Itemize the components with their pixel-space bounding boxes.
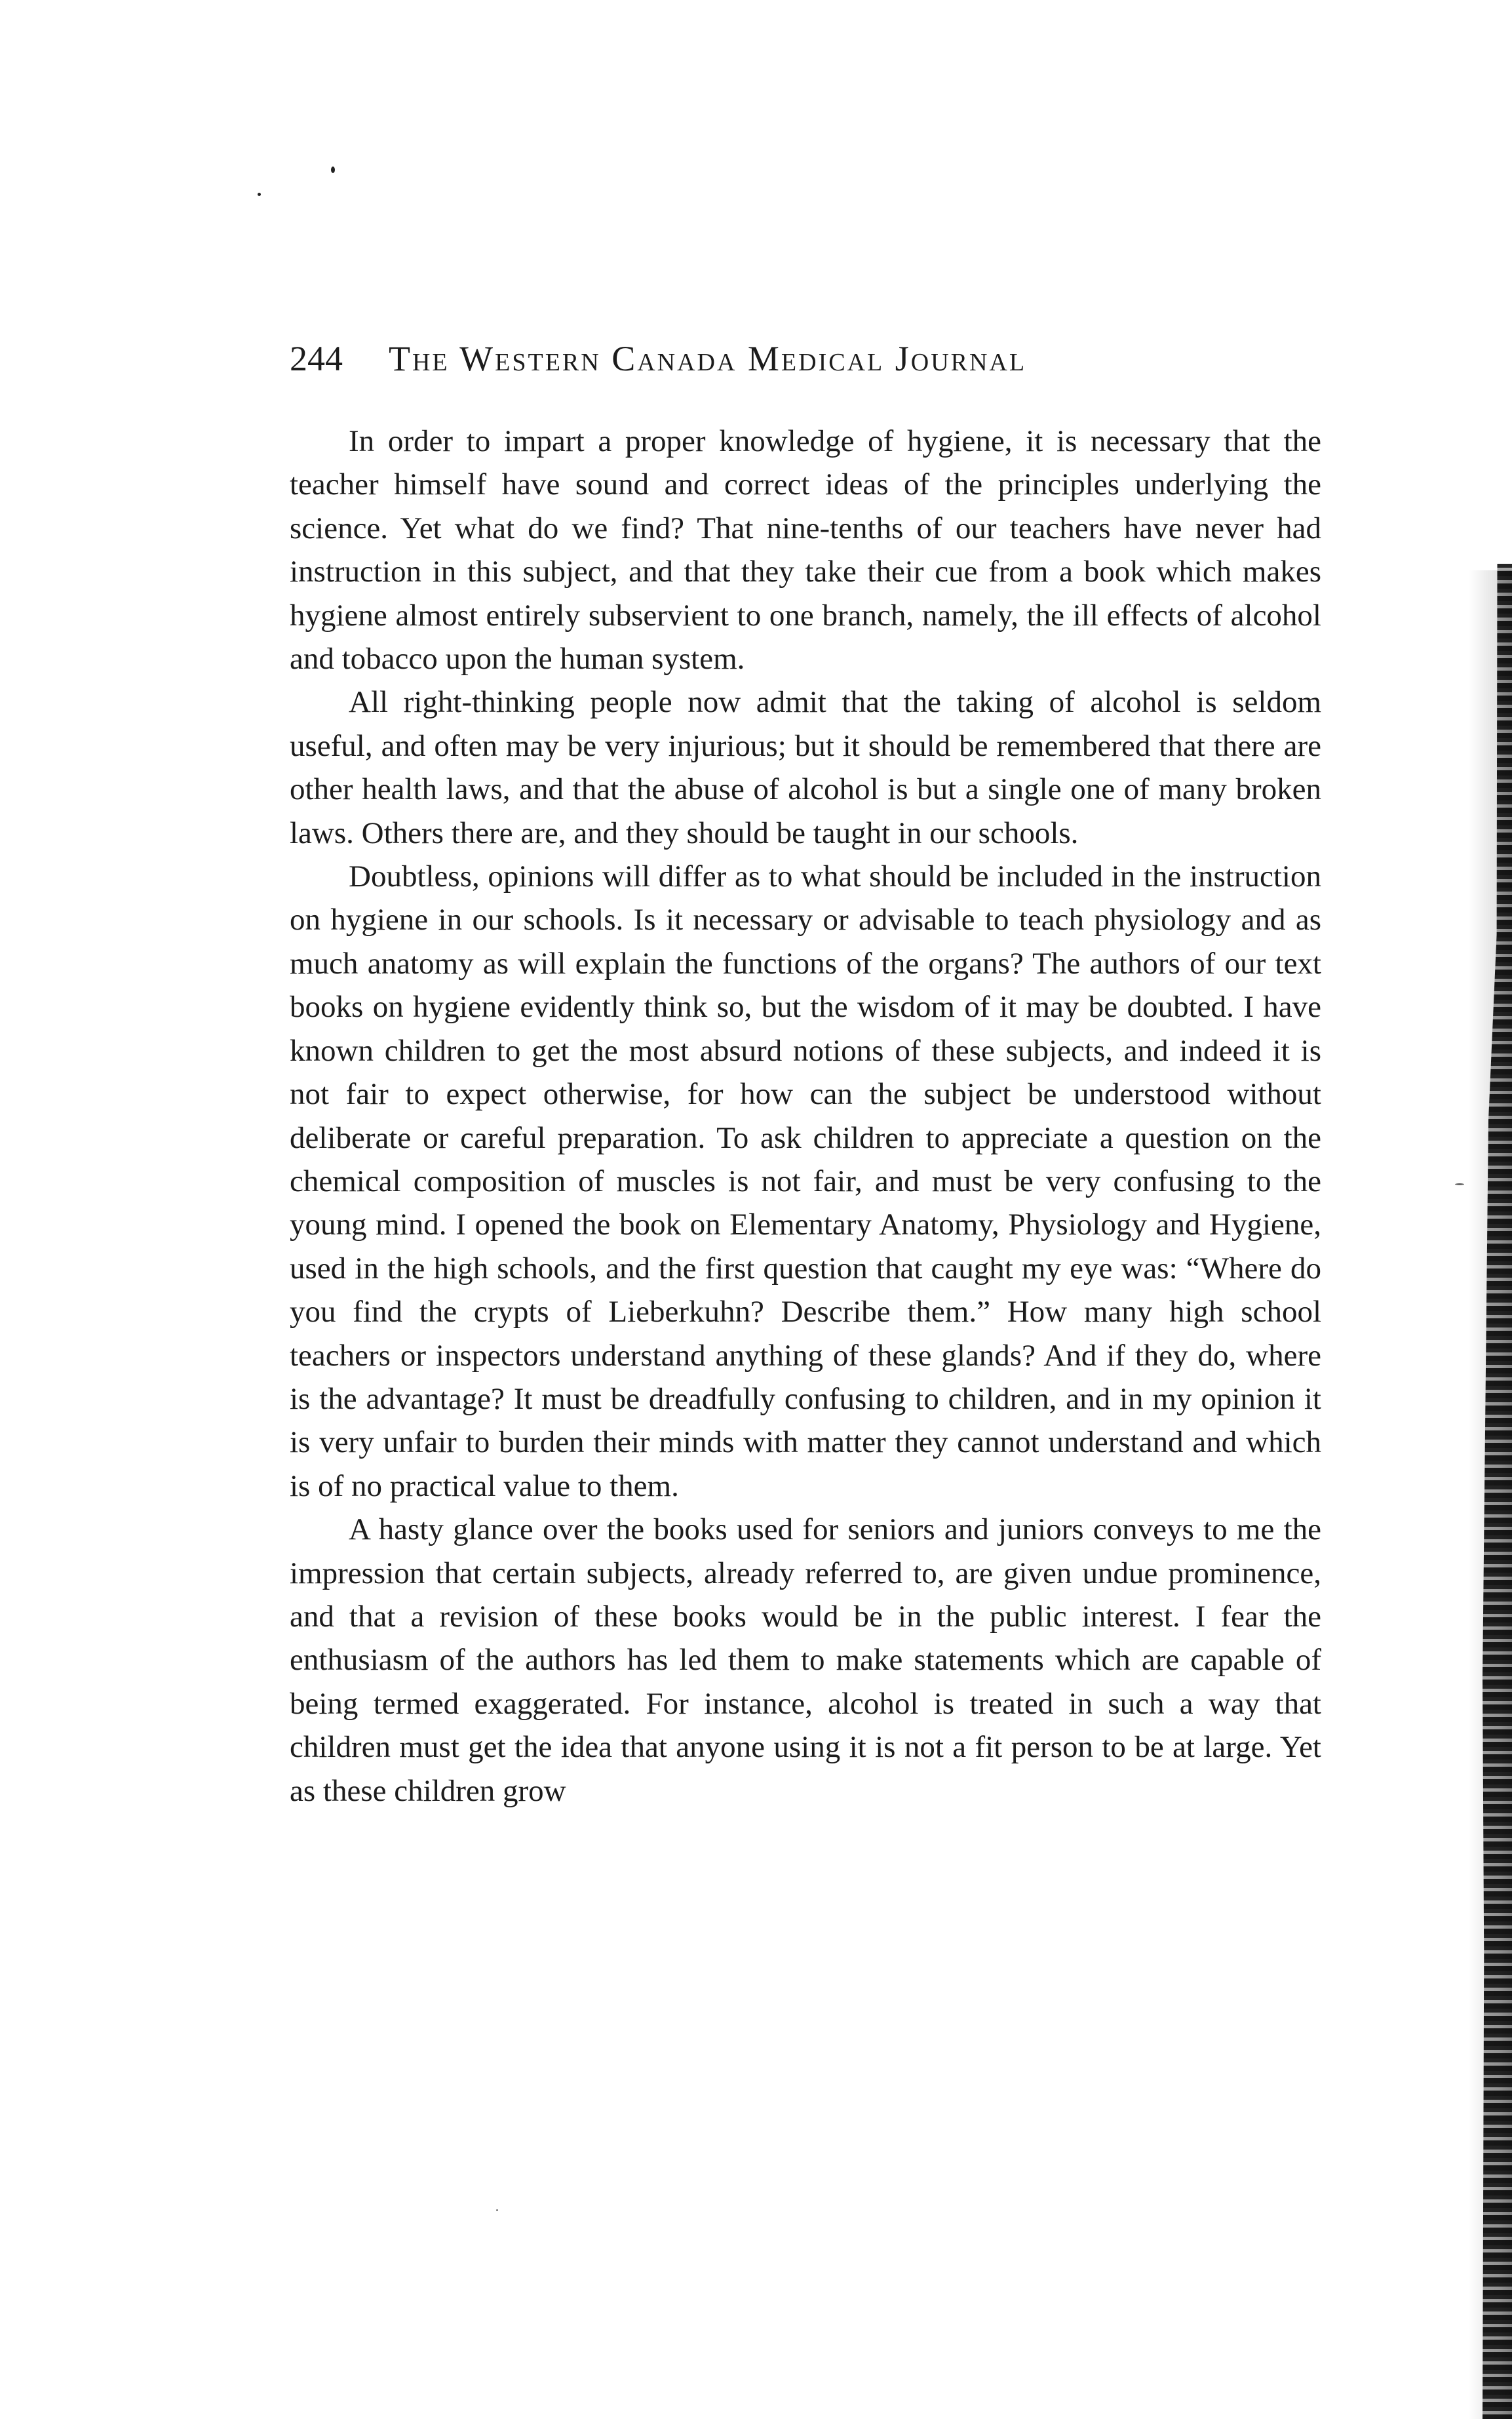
scan-speck [258, 193, 261, 196]
paragraph: All right-thinking people now admit that the taking of alcohol is seldom useful, and often may be very injurious; but it should be remembered that there are other health laws, and that the abuse of alcohol is but a single one of many broken laws. Others there are, and they should be taught in our schools. [290, 685, 1321, 850]
paragraph: A hasty glance over the books used for seniors and juniors conveys to me the impression that certain subjects, already referred to, are given undue prominence, and that a revision of these books would be in the public interest. I fear the enthusiasm of the authors has led them to make statements which are capable of being termed exaggerated. For instance, alcohol is treated in such a way that children must get the idea that anyone using it is not a fit person to be at large. Yet as these children grow [290, 1512, 1321, 1808]
scan-speck [496, 2209, 498, 2211]
journal-title: The Western Canada Medical Journal [389, 339, 1027, 378]
scan-speck [1455, 1183, 1464, 1185]
scan-speck [331, 167, 335, 173]
paragraph: In order to impart a proper knowledge of hygiene, it is necessary that the teacher himself have sound and correct ideas of the principles underlying the science. Yet what do we find? That nine-tenths of our teachers have never had instruction in this subject, and that they take their cue from a book which makes hygiene almost entirely subservient to one branch, namely, the ill effects of alcohol and tobacco upon the human system. [290, 424, 1321, 677]
article-body [290, 420, 1321, 1813]
paragraph: Doubtless, opinions will differ as to what should be included in the instruction on hygiene in our schools. Is it necessary or advisable to teach physiology and as much anatomy as will explain the functions of the organs? The authors of our text books on hygiene evidently think so, but the wisdom of it may be doubted. I have known children to get the most absurd notions of these subjects, and indeed it is not fair to expect otherwise, for how can the subject be understood without deliberate or careful preparation. To ask children to appreciate a question on the chemical composition of muscles is not fair, and must be very confusing to the young mind. I opened the book on Elementary Anatomy, Physiology and Hygiene, used in the high schools, and the first question that caught my eye was: “Where do you find the crypts of Lieberkuhn? Describe them.” How many high school teachers or inspectors understand anything of these glands? And if they do, where is the advantage? It must be dreadfully confusing to children, and in my opinion it is very unfair to burden their minds with matter they cannot understand and which is of no practical value to them. [290, 859, 1321, 1503]
running-header [290, 338, 1220, 391]
page-number: 244 [290, 339, 343, 378]
